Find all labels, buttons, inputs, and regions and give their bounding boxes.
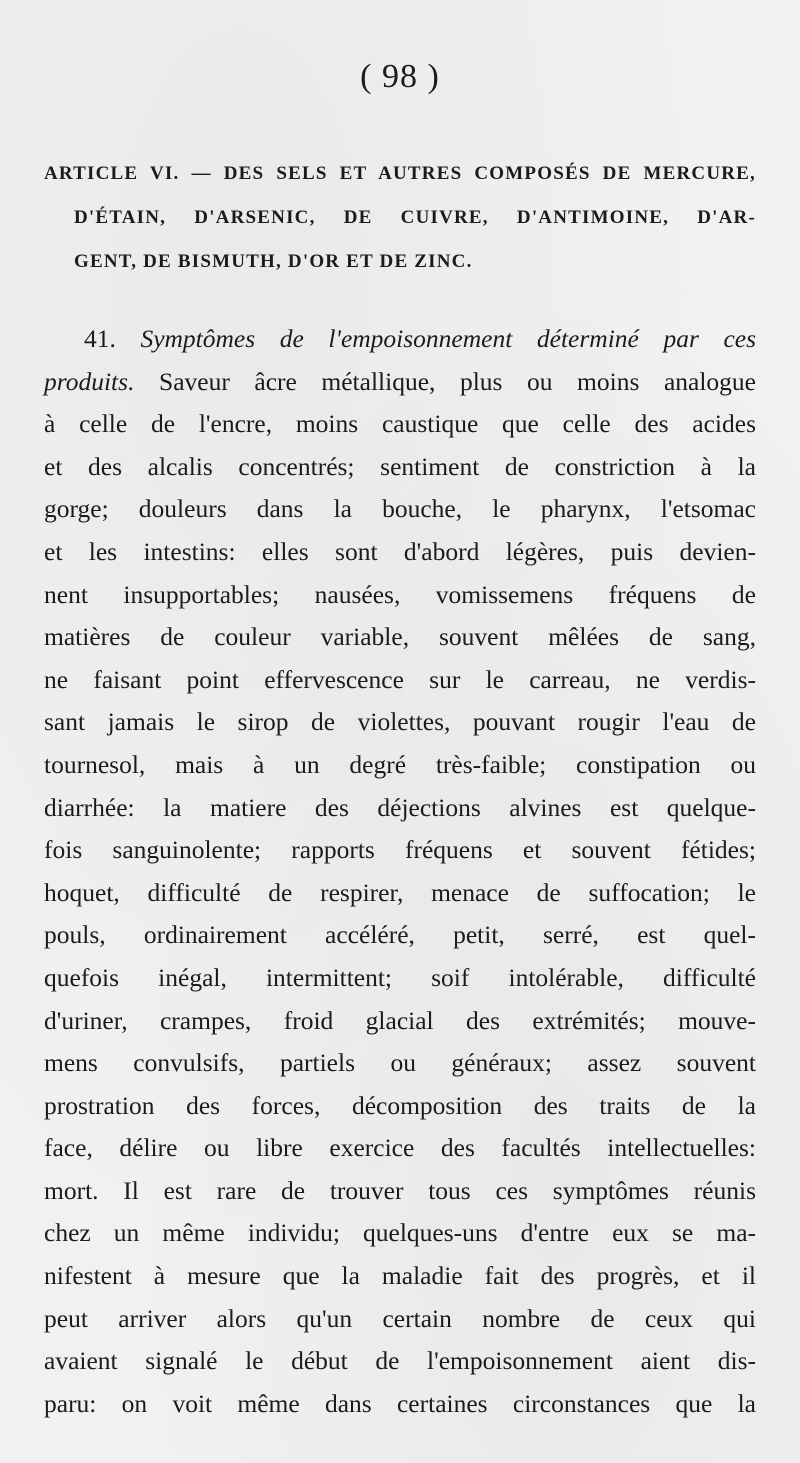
text-line: ne faisant point effervescence sur le carreau, ne verdis- [44,664,756,694]
text-line: mort. Il est rare de trouver tous ces symptômes réunis [44,1175,756,1205]
paragraph-second-line-text: Saveur âcre métallique, plus ou moins analogue [159,366,756,396]
text-line: matières de couleur variable, souvent mêlées de sang, [44,622,756,652]
heading-line-3: GENT, DE BISMUTH, D'OR ET DE ZINC. [74,251,473,272]
text-line: fois sanguinolente; rapports fréquens et souvent fétides; [44,835,756,865]
paragraph-second-line [44,361,756,404]
paragraph-title-italic-2: produits. [44,366,135,396]
text-line: et des alcalis concentrés; sentiment de constriction à la [44,451,756,481]
text-line: sant jamais le sirop de violettes, pouvant rougir l'eau de [44,707,756,737]
text-line: peut arriver alors qu'un certain nombre de ceux qui [44,1303,756,1333]
text-line: à celle de l'encre, moins caustique que celle des acides [44,409,756,439]
heading-line-2: D'ÉTAIN, D'ARSENIC, DE CUIVRE, D'ANTIMOINE, D'AR- [74,207,756,228]
paragraph-title-italic-1: Symptômes de l'empoisonnement déterminé par ces [140,324,756,353]
text-line: tournesol, mais à un degré très-faible; constipation ou [44,749,756,779]
article-heading [44,152,756,284]
text-line: mens convulsifs, partiels ou généraux; assez souvent [44,1048,756,1078]
text-line: quefois inégal, intermittent; soif intolérable, difficulté [44,962,756,992]
text-line: chez un même individu; quelques-uns d'entre eux se ma- [44,1218,756,1248]
text-line: pouls, ordinairement accéléré, petit, serré, est quel- [44,920,756,950]
text-line: d'uriner, crampes, froid glacial des extrémités; mouve- [44,1005,756,1035]
text-line: avaient signalé le début de l'empoisonnement aient dis- [44,1346,756,1376]
paragraph-first-line [44,318,756,361]
paragraph-number: 41. [84,324,116,353]
text-line: diarrhée: la matiere des déjections alvines est quelque- [44,792,756,822]
text-line: prostration des forces, décomposition des traits de la [44,1090,756,1120]
text-line: nent insupportables; nausées, vomissemens fréquens de [44,579,756,609]
page-number: ( 98 ) [360,58,440,95]
paragraph-41 [44,318,756,1425]
text-line: paru: on voit même dans certaines circonstances que la [44,1388,756,1418]
text-line: et les intestins: elles sont d'abord légères, puis devien- [44,536,756,566]
text-line: nifestent à mesure que la maladie fait des progrès, et il [44,1261,756,1291]
text-line: gorge; douleurs dans la bouche, le pharynx, l'etsomac [44,494,756,524]
text-line: hoquet, difficulté de respirer, menace de suffocation; le [44,877,756,907]
heading-line-1: ARTICLE VI. — DES SELS ET AUTRES COMPOSÉS DE MERCURE, [44,163,756,184]
text-line: face, délire ou libre exercice des facultés intellectuelles: [44,1133,756,1163]
